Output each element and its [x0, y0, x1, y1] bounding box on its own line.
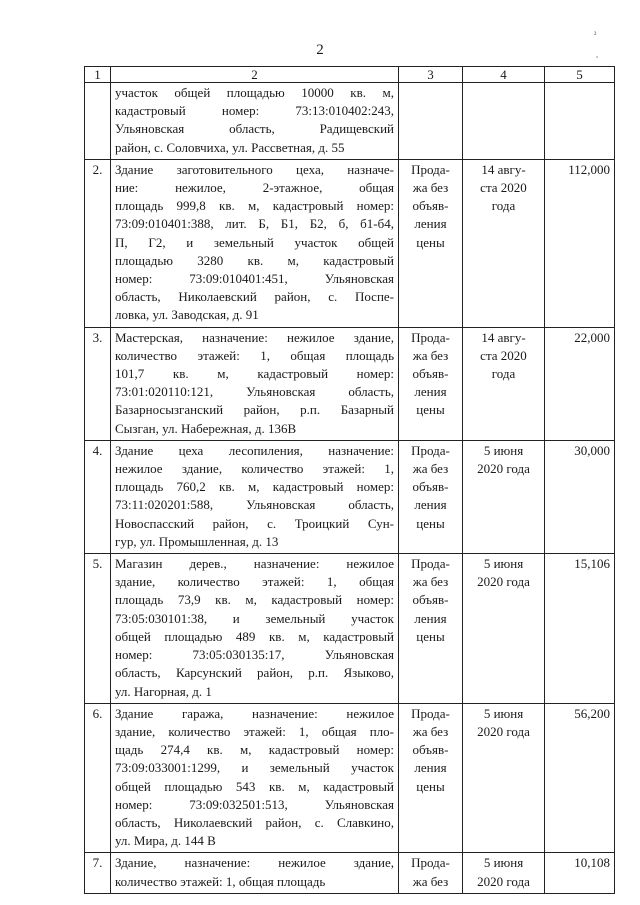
sale-date-text: 5 июня 2020 года [477, 855, 530, 889]
description-line: Здание цеха лесопиления, назначение: [115, 442, 394, 458]
description-line: область, Николаевский район, с. Славкино, [115, 814, 394, 830]
table-row [85, 83, 615, 160]
description-line: площадь 73,9 кв. м, кадастровый номер: [115, 592, 394, 608]
sale-method-text: Прода- жа без объяв- ления цены [411, 705, 450, 794]
description-line: кадастровый номер: 73:13:010402:243, [115, 103, 394, 119]
description-line: Мастерская, назначение: нежилое здание, [115, 329, 394, 345]
sale-method-text: Прода- жа без объяв- ления цены [411, 442, 450, 531]
description-line: общей площадью 489 кв. м, кадастровый [115, 628, 394, 644]
description-line: район, с. Соловчиха, ул. Рассветная, д. 55 [115, 139, 345, 155]
description-line: площадь 760,2 кв. м, кадастровый номер: [115, 479, 394, 495]
sale-date [463, 853, 545, 893]
description-line: 101,7 кв. м, кадастровый номер: [115, 366, 394, 382]
property-table [84, 66, 615, 894]
sale-date-text: 14 авгу- ста 2020 года [480, 329, 527, 382]
row-number: 7. [85, 853, 111, 893]
property-description [111, 159, 399, 327]
description-line: ние: нежилое, 2-этажное, общая [115, 180, 394, 196]
description-line: ул. Нагорная, д. 1 [115, 683, 212, 699]
corner-mark-small: ᵃ [596, 54, 598, 62]
description-line: номер: 73:09:010401:451, Ульяновская [115, 271, 394, 287]
sale-method [399, 703, 463, 853]
description-line: здание, количество этажей: 1, общая пло- [115, 723, 394, 739]
table-row [85, 703, 615, 853]
column-header-description: 2 [111, 67, 399, 83]
price: 56,200 [545, 703, 615, 853]
sale-date [463, 554, 545, 704]
description-line: общей площадью 543 кв. м, кадастровый [115, 778, 394, 794]
sale-date [463, 440, 545, 553]
description-line: Новоспасский район, с. Троицкий Сун- [115, 515, 394, 531]
table-row [85, 853, 615, 893]
description-line: 73:05:030101:38, и земельный участок [115, 610, 394, 626]
description-line: П, Г2, и земельный участок общей [115, 234, 394, 250]
property-description [111, 83, 399, 160]
table-header-row [85, 67, 615, 83]
description-line: площадью 3280 кв. м, кадастровый [115, 252, 394, 268]
column-header-sale-method: 3 [399, 67, 463, 83]
row-number: 3. [85, 327, 111, 440]
table-row [85, 440, 615, 553]
row-number: 5. [85, 554, 111, 704]
description-line: Сызган, ул. Набережная, д. 136В [115, 420, 297, 436]
sale-method-text: Прода- жа без объяв- ления цены [411, 329, 450, 418]
property-description [111, 554, 399, 704]
sale-date-text: 5 июня 2020 года [477, 705, 530, 739]
price: 10,108 [545, 853, 615, 893]
table-row [85, 327, 615, 440]
row-number: 2. [85, 159, 111, 327]
property-description [111, 327, 399, 440]
sale-date [463, 703, 545, 853]
description-line: Здание заготовительного цеха, назначе- [115, 161, 394, 177]
price [545, 83, 615, 160]
description-line: 73:01:020110:121, Ульяновская область, [115, 384, 394, 400]
property-table-body [85, 67, 615, 894]
row-number: 6. [85, 703, 111, 853]
sale-date-text: 5 июня 2020 года [477, 556, 530, 590]
description-line: здание, количество этажей: 1, общая [115, 574, 394, 590]
column-header-date: 4 [463, 67, 545, 83]
sale-date [463, 83, 545, 160]
description-line: Ульяновская область, Радищевский [115, 121, 394, 137]
sale-date [463, 327, 545, 440]
table-row [85, 159, 615, 327]
row-number: 4. [85, 440, 111, 553]
sale-method [399, 440, 463, 553]
description-line: нежилое здание, количество этажей: 1, [115, 461, 394, 477]
sale-method-text: Прода- жа без объяв- ления цены [411, 556, 450, 644]
property-description [111, 703, 399, 853]
sale-method [399, 554, 463, 704]
column-header-price: 5 [545, 67, 615, 83]
sale-method-text: Прода- жа без объяв- ления цены [411, 161, 450, 250]
description-line: количество этажей: 1, общая площадь [115, 347, 394, 363]
description-line: номер: 73:05:030135:17, Ульяновская [115, 647, 394, 663]
sale-date-text: 14 авгу- ста 2020 года [480, 161, 527, 214]
sale-date [463, 159, 545, 327]
description-line: количество этажей: 1, общая площадь [115, 873, 326, 889]
description-line: номер: 73:09:032501:513, Ульяновская [115, 796, 394, 812]
page-number: 2 [316, 42, 324, 58]
description-line: ловка, ул. Заводская, д. 91 [115, 307, 259, 323]
corner-mark: ² [594, 30, 597, 39]
description-line: площадь 999,8 кв. м, кадастровый номер: [115, 198, 394, 214]
description-line: область, Николаевский район, с. Поспе- [115, 289, 394, 305]
sale-method [399, 159, 463, 327]
column-header-number: 1 [85, 67, 111, 83]
sale-method [399, 853, 463, 893]
description-line: ул. Мира, д. 144 В [115, 833, 216, 849]
price: 112,000 [545, 159, 615, 327]
description-line: Магазин дерев., назначение: нежилое [115, 556, 394, 572]
property-description [111, 440, 399, 553]
description-line: гур, ул. Промышленная, д. 13 [115, 533, 279, 549]
sale-method [399, 83, 463, 160]
description-line: 73:11:020201:588, Ульяновская область, [115, 497, 394, 513]
table-row [85, 554, 615, 704]
price: 15,106 [545, 554, 615, 704]
sale-method [399, 327, 463, 440]
description-line: щадь 274,4 кв. м, кадастровый номер: [115, 742, 394, 758]
property-description [111, 853, 399, 893]
description-line: Здание гаража, назначение: нежилое [115, 705, 394, 721]
price: 30,000 [545, 440, 615, 553]
description-line: участок общей площадью 10000 кв. м, [115, 85, 394, 100]
price: 22,000 [545, 327, 615, 440]
description-line: 73:09:010401:388, лит. Б, Б1, Б2, б, б1-б4, [115, 216, 394, 232]
description-line: 73:09:033001:1299, и земельный участок [115, 760, 394, 776]
description-line: Здание, назначение: нежилое здание, [115, 855, 394, 871]
sale-method-text: Прода- жа без [411, 855, 450, 889]
sale-date-text: 5 июня 2020 года [477, 442, 530, 477]
row-number [85, 83, 111, 160]
description-line: Базарносызганский район, р.п. Базарный [115, 402, 394, 418]
description-line: область, Карсунский район, р.п. Языково, [115, 665, 394, 681]
